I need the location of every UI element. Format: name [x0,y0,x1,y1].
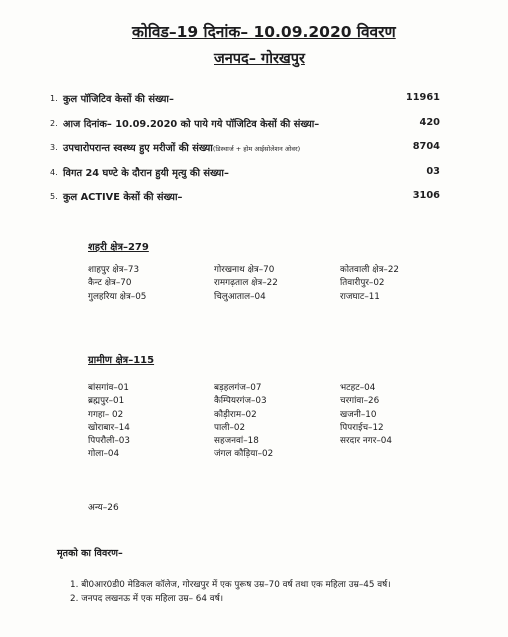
stat-value: 03 [426,165,440,177]
list-item: चरगांवा–26 [340,396,380,407]
stat-value: 3106 [412,190,440,201]
stat-row-total-positive [50,91,440,116]
stat-row-active [50,189,440,214]
stat-row-today-positive [50,116,440,141]
deaths-heading: मृतको का विवरण– [57,548,123,559]
urban-area-heading: शहरी क्षेत्र–279 [88,242,149,253]
list-row [88,434,428,447]
district-subtitle: जनपद– गोरखपुर [214,51,305,67]
stat-number: 5. [50,192,58,201]
list-row [88,263,428,276]
list-item: खजनी–10 [340,409,377,420]
stat-label: कुल ACTIVE केसों की संख्या– [63,192,183,203]
list-row [88,381,428,394]
death-item: 1. बी0आर0डी0 मेडिकल कॉलेज, गोरखपुर में एक पुरूष उम्र–70 वर्ष तथा एक महिला उम्र–45 वर्ष। [70,580,391,590]
list-item: बड़हलगंज–07 [214,383,262,393]
urban-area-list [88,263,428,303]
list-row [88,276,428,289]
document-title: कोविड–19 दिनांक– 10.09.2020 विवरण [132,23,396,41]
list-item: गगहा– 02 [88,409,124,420]
list-item: खोराबार–14 [88,422,130,433]
stat-row-recovered [50,140,440,165]
list-item: शाहपुर क्षेत्र–73 [88,265,140,275]
list-item: भटहट–04 [340,383,376,393]
list-item: बांसगांव–01 [88,383,129,393]
list-item: ब्रह्मपुर–01 [88,396,125,407]
list-item: रामगढ़ताल क्षेत्र–22 [214,278,278,289]
list-item: कौड़ीराम–02 [214,409,257,420]
other-cases: अन्य–26 [88,503,119,513]
list-row [88,408,428,421]
stat-number: 1. [50,94,58,103]
list-item: राजघाट–11 [340,291,380,302]
list-row [88,447,428,460]
stat-number: 4. [50,167,58,177]
list-item: कोतवाली क्षेत्र–22 [340,265,400,275]
stat-label: आज दिनांक– 10.09.2020 को पाये गये पॉजिटिव केसों की संख्या– [63,118,320,130]
list-item: कैम्पियरगंज–03 [214,396,267,407]
stat-value: 11961 [405,92,440,103]
stat-row-deaths-24h [50,165,440,190]
death-item: 2. जनपद लखनऊ में एक महिला उम्र– 64 वर्ष। [70,593,224,604]
list-item: गुलहरिया क्षेत्र–05 [88,291,147,302]
stat-number: 3. [50,143,58,152]
rural-area-list [88,381,428,461]
list-item: गोला–04 [88,449,120,460]
list-row [88,421,428,434]
stat-value: 420 [419,116,440,128]
deaths-list [70,578,500,605]
list-item: जंगल कौड़िया–02 [214,449,274,460]
list-row [88,394,428,407]
list-item: पिपराईच–12 [340,422,384,433]
stat-value: 8704 [412,141,440,152]
rural-area-heading: ग्रामीण क्षेत्र–115 [88,355,155,366]
list-item: कैन्ट क्षेत्र–70 [88,278,132,289]
list-item: गोरखनाथ क्षेत्र–70 [214,265,275,275]
list-item: सहजनवां–18 [214,436,259,447]
summary-stats [50,91,440,214]
list-item: पाली–02 [214,422,246,433]
stat-label: विगत 24 घण्टे के दौरान हुयी मृत्यु की संख्या– [63,167,229,179]
stat-number: 2. [50,118,58,128]
list-item: सरदार नगर–04 [340,436,392,447]
list-row [88,290,428,303]
stat-label: कुल पॉजिटिव केसों की संख्या– [63,94,174,105]
list-item: पिपरौली–03 [88,436,130,447]
list-item: तिवारीपुर–02 [340,278,385,289]
stat-label: उपचारोपरान्त स्वस्थ्य हुए मरीजों की संख्या(डिस्चार्ज + होम आईसोलेशन ओवर) [63,143,301,154]
list-item: चिलुआताल–04 [214,291,266,302]
